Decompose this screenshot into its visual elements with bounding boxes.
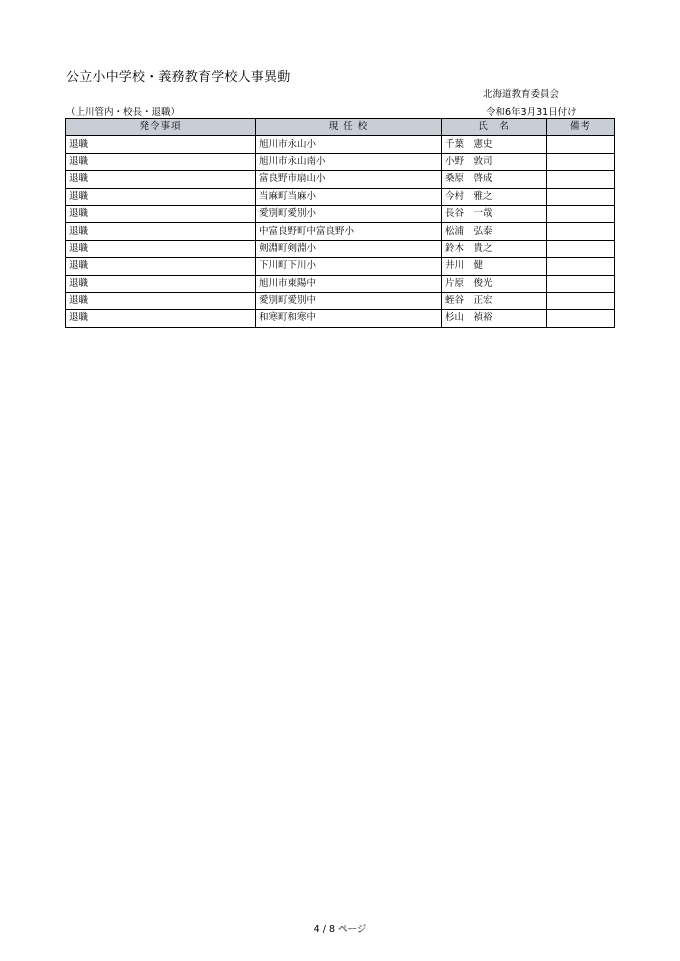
current-school-cell: 愛別町愛別小 xyxy=(256,205,442,222)
remarks-cell xyxy=(547,292,615,309)
order-item-cell: 退職 xyxy=(66,275,256,292)
table-row xyxy=(66,223,615,240)
table-row xyxy=(66,310,615,327)
remarks-cell xyxy=(547,240,615,257)
current-school-cell: 富良野市扇山小 xyxy=(256,171,442,188)
name-cell: 片原 俊光 xyxy=(442,275,547,292)
current-school-cell: 中富良野町中富良野小 xyxy=(256,223,442,240)
order-item-cell: 退職 xyxy=(66,223,256,240)
effective-date: 令和6年3月31日付け xyxy=(486,107,577,118)
order-item-cell: 退職 xyxy=(66,310,256,327)
current-school-cell: 旭川市永山南小 xyxy=(256,153,442,170)
order-item-cell: 退職 xyxy=(66,292,256,309)
current-school-cell: 旭川市東陽中 xyxy=(256,275,442,292)
current-school-cell: 剣淵町剣淵小 xyxy=(256,240,442,257)
order-item-cell: 退職 xyxy=(66,258,256,275)
name-cell: 井川 健 xyxy=(442,258,547,275)
name-cell: 桑原 啓成 xyxy=(442,171,547,188)
header-current-school: 現 任 校 xyxy=(256,119,442,136)
remarks-cell xyxy=(547,223,615,240)
remarks-cell xyxy=(547,153,615,170)
table-body xyxy=(66,136,615,327)
table-row xyxy=(66,171,615,188)
order-item-cell: 退職 xyxy=(66,240,256,257)
name-cell: 長谷 一哉 xyxy=(442,205,547,222)
document-subtitle: （上川管内・校長・退職） xyxy=(66,107,181,118)
order-item-cell: 退職 xyxy=(66,205,256,222)
issuer-name: 北海道教育委員会 xyxy=(483,89,560,100)
remarks-cell xyxy=(547,275,615,292)
current-school-cell: 和寒町和寒中 xyxy=(256,310,442,327)
table-row xyxy=(66,188,615,205)
order-item-cell: 退職 xyxy=(66,153,256,170)
remarks-cell xyxy=(547,258,615,275)
personnel-table xyxy=(65,118,615,328)
remarks-cell xyxy=(547,171,615,188)
table-row xyxy=(66,136,615,153)
order-item-cell: 退職 xyxy=(66,171,256,188)
order-item-cell: 退職 xyxy=(66,188,256,205)
table-row xyxy=(66,153,615,170)
name-cell: 鈴木 貴之 xyxy=(442,240,547,257)
page-number: 4 / 8 ページ xyxy=(313,924,367,935)
name-cell: 杉山 禎裕 xyxy=(442,310,547,327)
current-school-cell: 愛別町愛別中 xyxy=(256,292,442,309)
current-school-cell: 当麻町当麻小 xyxy=(256,188,442,205)
name-cell: 今村 雅之 xyxy=(442,188,547,205)
table-row xyxy=(66,292,615,309)
table-row xyxy=(66,205,615,222)
remarks-cell xyxy=(547,205,615,222)
remarks-cell xyxy=(547,310,615,327)
header-order-item: 発令事項 xyxy=(66,119,256,136)
remarks-cell xyxy=(547,188,615,205)
remarks-cell xyxy=(547,136,615,153)
order-item-cell: 退職 xyxy=(66,136,256,153)
name-cell: 蛭谷 正宏 xyxy=(442,292,547,309)
document-title: 公立小中学校・義務教育学校人事異動 xyxy=(66,70,291,85)
current-school-cell: 下川町下川小 xyxy=(256,258,442,275)
table-header-row xyxy=(66,119,615,136)
table-row xyxy=(66,240,615,257)
header-remarks: 備考 xyxy=(547,119,615,136)
current-school-cell: 旭川市永山小 xyxy=(256,136,442,153)
table-row xyxy=(66,258,615,275)
name-cell: 小野 敦司 xyxy=(442,153,547,170)
table-row xyxy=(66,275,615,292)
name-cell: 千葉 憲史 xyxy=(442,136,547,153)
header-name: 氏 名 xyxy=(442,119,547,136)
name-cell: 松浦 弘泰 xyxy=(442,223,547,240)
